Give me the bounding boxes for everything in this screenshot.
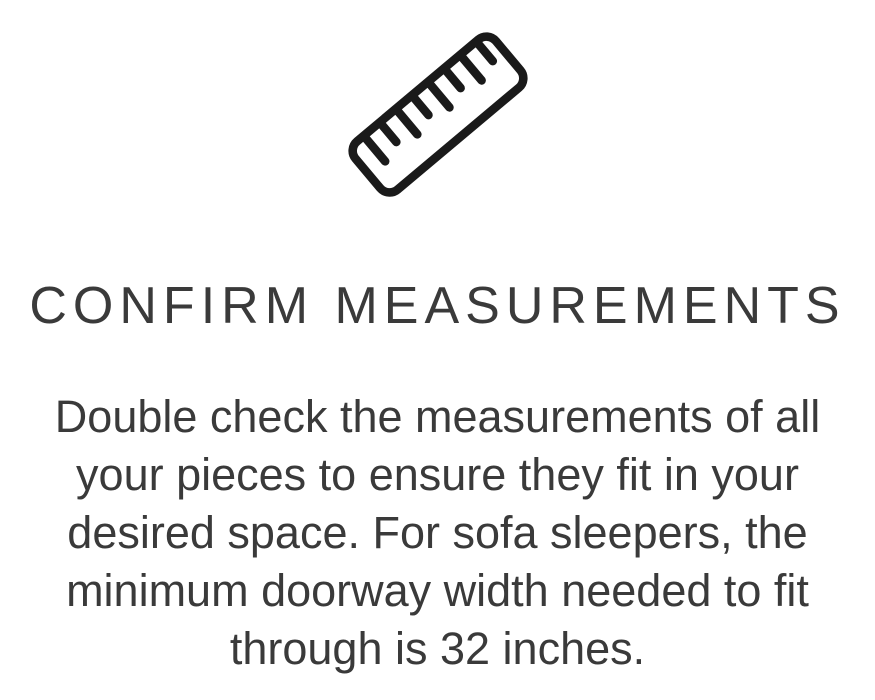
body-line: your pieces to ensure they fit in your: [76, 449, 799, 500]
card-heading: CONFIRM MEASUREMENTS: [29, 277, 846, 335]
card-body: [55, 388, 820, 678]
ruler-icon: [340, 22, 536, 208]
body-line: minimum doorway width needed to fit: [66, 565, 809, 616]
body-line: Double check the measurements of all: [54, 391, 821, 442]
ruler-icon-svg: [340, 22, 536, 208]
body-line: desired space. For sofa sleepers, the: [67, 507, 808, 558]
body-line: through is 32 inches.: [229, 623, 646, 674]
